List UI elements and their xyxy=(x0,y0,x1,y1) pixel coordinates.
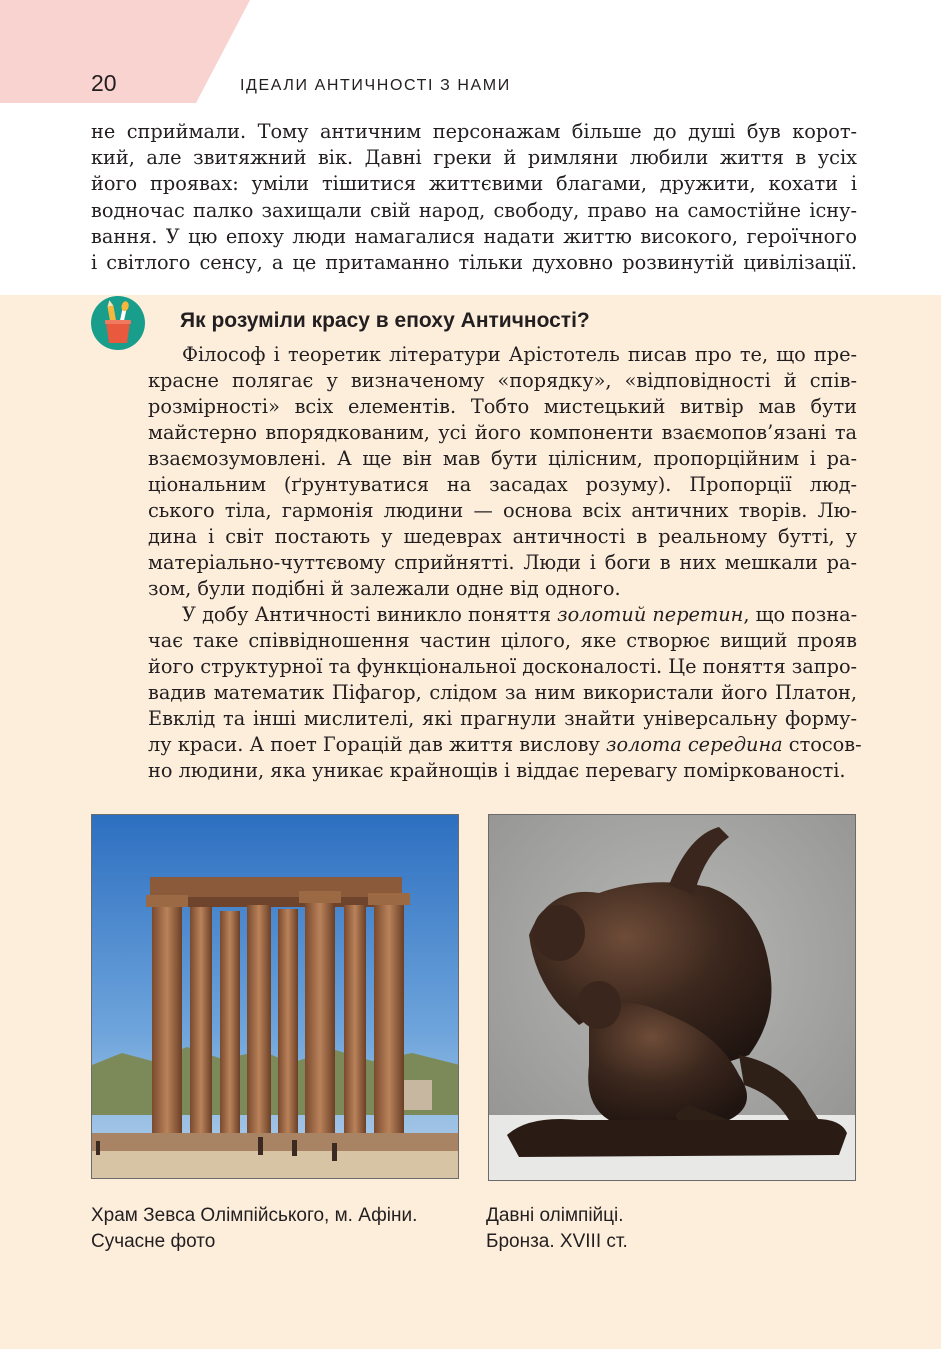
intro-line: вання. У цю епоху люди намагалися надати життю високого, героїчного xyxy=(91,224,857,248)
paragraph-line: Філософ і теоретик літератури Арістотель писав про те, що пре- xyxy=(182,343,857,366)
wrestlers-caption xyxy=(486,1203,628,1255)
temple-caption xyxy=(91,1203,417,1255)
term-golden-ratio: золотий перетин xyxy=(557,603,744,626)
paragraph-line: розмірності» всіх елементів. Тобто мистецький витвір мав бути xyxy=(148,395,857,418)
paragraph-line: його структурної та функціональної досконалості. Це поняття запро- xyxy=(148,655,858,678)
pencil-cup-icon xyxy=(91,296,145,350)
paragraph-line: вадив математик Піфагор, слідом за ним використали його Платон, xyxy=(148,681,857,704)
page-number: 20 xyxy=(91,70,117,96)
intro-line: не сприймали. Тому античним персонажам більше до душі був корот- xyxy=(91,120,857,143)
running-head: ІДЕАЛИ АНТИЧНОСТІ З НАМИ xyxy=(240,77,511,94)
intro-paragraph xyxy=(91,119,857,276)
text-run: стосов- xyxy=(782,733,862,756)
caption-line: Храм Зевса Олімпійського, м. Афіни. xyxy=(91,1205,418,1226)
paragraph-line: ського тіла, гармонія людини — основа всіх античних творів. Лю- xyxy=(148,499,857,522)
text-run: У добу Античності виникло поняття xyxy=(182,603,558,626)
term-golden-mean: золота середина xyxy=(605,733,783,756)
text-run: лу краси. А поет Горацій дав життя вислову xyxy=(148,733,606,756)
paragraph-line: красне полягає у визначеному «порядку», «відповідності й спів- xyxy=(148,369,857,392)
paragraph-line: но людини, яка уникає крайнощів і віддає перевагу поміркованості. xyxy=(148,759,846,782)
corner-tab xyxy=(0,0,250,103)
section-body xyxy=(148,342,862,784)
paragraph-line: чає таке співвідношення частин цілого, яке створює вищий прояв xyxy=(148,629,857,652)
intro-line: водночас палко захищали свій народ, свободу, право на самостійне існу- xyxy=(91,198,857,222)
paragraph-line: Евклід та інші мислителі, які прагнули знайти універсальну форму- xyxy=(148,707,857,730)
temple-of-zeus-photo xyxy=(91,814,459,1179)
intro-line: його проявах: уміли тішитися життєвими благами, дружити, кохати і xyxy=(91,172,857,196)
text-run: , що позна- xyxy=(743,603,858,626)
section-heading: Як розуміли красу в епоху Античності? xyxy=(180,309,590,332)
caption-line: Давні олімпійці. xyxy=(486,1205,624,1226)
intro-line: кий, але звитяжний вік. Давні греки й римляни любили життя в усіх xyxy=(91,146,857,170)
paragraph-line: дина і світ постають у шедеврах античності в реальному бутті, у xyxy=(148,525,857,548)
paragraph-line xyxy=(148,732,862,758)
caption-line: Бронза. XVIII ст. xyxy=(486,1231,628,1252)
paragraph-line: ціональним (ґрунтуватися на засадах розуму). Пропорції люд- xyxy=(148,473,857,496)
paragraph-line: майстерно впорядкованим, усі його компоненти взаємопов’язані та xyxy=(148,421,857,444)
paragraph-line xyxy=(148,602,857,628)
paragraph-line: матеріально-чуттєвому сприйнятті. Люди і боги в них мешкали ра- xyxy=(148,551,857,574)
wrestlers-bronze-photo xyxy=(488,814,856,1181)
caption-line: Сучасне фото xyxy=(91,1231,216,1252)
paragraph-line: зом, були подібні й залежали одне від одного. xyxy=(148,577,621,600)
intro-line: і світлого сенсу, а це притаманно тільки духовно розвинутій цивілізації. xyxy=(91,251,857,275)
paragraph-line: взаємозумовлені. А ще він мав бути цілісним, пропорційним і ра- xyxy=(148,447,857,470)
